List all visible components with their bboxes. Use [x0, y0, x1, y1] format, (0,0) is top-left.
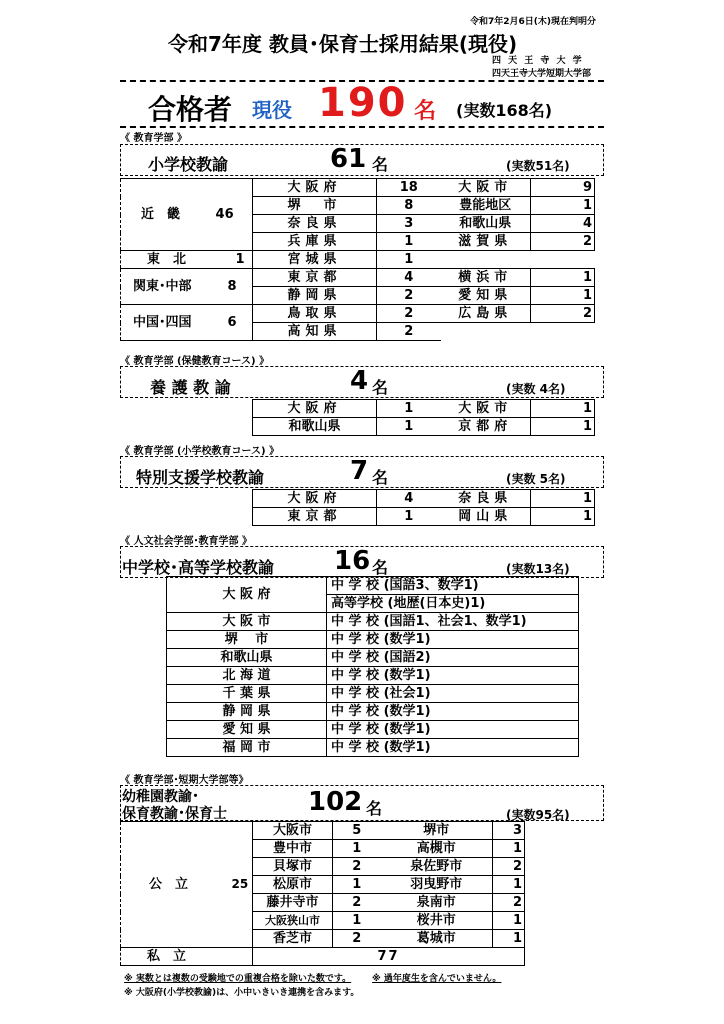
count-cell: 1	[377, 400, 441, 418]
pref-cell: 和歌山県	[253, 418, 377, 436]
jissu-special: (実数 5名)	[506, 472, 566, 486]
jissu-elementary: (実数51名)	[506, 159, 570, 173]
count-cell: 1	[531, 490, 595, 508]
pref-cell: 愛知県	[441, 287, 531, 305]
table-row	[167, 739, 579, 757]
unit-kindergarten: 名	[366, 799, 383, 818]
count-cell: 1	[531, 287, 595, 305]
pref-cell: 奈良県	[441, 490, 531, 508]
private-cell	[121, 948, 253, 966]
city-cell: 藤井寺市	[253, 894, 333, 912]
region-total: 8	[227, 279, 237, 294]
header-divider-bottom	[120, 126, 604, 128]
pref-cell: 静 岡 県	[167, 703, 327, 721]
pref-cell: 岡山県	[441, 508, 531, 526]
table-row	[253, 490, 595, 508]
count-cell: 1	[493, 912, 525, 930]
pref-cell: 和歌山県	[167, 649, 327, 667]
count-cell: 1	[531, 197, 595, 215]
count-cell: 2	[333, 858, 381, 876]
table-row	[253, 400, 595, 418]
city-cell: 貝塚市	[253, 858, 333, 876]
unit-secondary: 名	[372, 558, 389, 577]
category-secondary: 中学校･高等学校教諭	[122, 558, 275, 577]
pref-cell: 広島県	[441, 305, 531, 323]
count-cell: 5	[333, 822, 381, 840]
city-cell: 桜井市	[381, 912, 493, 930]
public-cell	[121, 822, 253, 948]
count-cell: 1	[531, 418, 595, 436]
table-row	[253, 418, 595, 436]
count-cell: 2	[531, 233, 595, 251]
table-row	[121, 269, 595, 287]
table-row	[167, 667, 579, 685]
table-row	[121, 948, 525, 966]
pref-cell: 堺 市	[253, 197, 377, 215]
pref-cell: 北 海 道	[167, 667, 327, 685]
pref-cell: 高知県	[253, 323, 377, 341]
table-row	[121, 305, 595, 323]
count-cell: 2	[377, 287, 441, 305]
city-cell: 豊中市	[253, 840, 333, 858]
count-cell: 1	[333, 876, 381, 894]
count-cell: 1	[531, 400, 595, 418]
pref-cell: 和歌山県	[441, 215, 531, 233]
count-cell: 2	[377, 323, 441, 341]
pref-cell: 大阪府	[253, 400, 377, 418]
count-cell: 1	[377, 418, 441, 436]
count-kindergarten: 102	[308, 787, 363, 817]
pref-cell: 福 岡 市	[167, 739, 327, 757]
count-cell: 1	[333, 912, 381, 930]
city-cell: 香芝市	[253, 930, 333, 948]
footnote-jissu: ※ 実数とは複数の受験地での重複合格を除いた数です。	[124, 974, 352, 984]
empty-cell	[441, 251, 595, 269]
table-row	[167, 631, 579, 649]
city-cell: 大阪狭山市	[253, 912, 333, 930]
table-row	[121, 179, 595, 197]
jissu-kindergarten: (実数95名)	[506, 808, 570, 822]
count-cell: 1	[377, 508, 441, 526]
kindergarten-table	[120, 821, 525, 966]
pref-cell: 千 葉 県	[167, 685, 327, 703]
table-row	[167, 649, 579, 667]
region-label: 関東･中部	[133, 279, 192, 294]
faculty-label-education: 《 教育学部 》	[120, 133, 187, 144]
jissu-secondary: (実数13名)	[506, 562, 570, 576]
pref-cell: 横浜市	[441, 269, 531, 287]
count-cell: 1	[377, 251, 441, 269]
table-row	[121, 251, 595, 269]
count-cell: 2	[493, 858, 525, 876]
detail-cell: 中 学 校 (国語3、数学1)	[327, 577, 579, 595]
count-cell: 1	[531, 508, 595, 526]
city-cell: 堺市	[381, 822, 493, 840]
summary-unit: 名	[414, 99, 437, 124]
table-row	[167, 613, 579, 631]
region-tohoku	[121, 251, 253, 269]
elementary-table	[120, 178, 595, 341]
region-label: 近 畿	[141, 207, 181, 222]
city-cell: 高槻市	[381, 840, 493, 858]
pref-cell: 東京都	[253, 269, 377, 287]
pref-cell: 大阪府	[253, 179, 377, 197]
table-row	[167, 577, 579, 595]
count-cell: 1	[377, 233, 441, 251]
count-yogo: 4	[350, 366, 369, 396]
count-cell: 4	[531, 215, 595, 233]
summary-genyaku: 現役	[252, 98, 292, 122]
university-name: 四 天 王 寺 大 学	[492, 56, 584, 66]
public-total: 25	[231, 877, 249, 891]
city-cell: 泉佐野市	[381, 858, 493, 876]
faculty-label-junior-college: 《 教育学部･短期大学部等》	[120, 775, 249, 786]
pref-cell: 東京都	[253, 508, 377, 526]
detail-cell: 中 学 校 (国語2)	[327, 649, 579, 667]
table-row	[167, 721, 579, 739]
private-total: 77	[253, 948, 525, 966]
pref-cell: 兵庫県	[253, 233, 377, 251]
count-cell: 8	[377, 197, 441, 215]
detail-cell: 高等学校 (地歴(日本史)1)	[327, 595, 579, 613]
pref-cell: 静岡県	[253, 287, 377, 305]
summary-count: 190	[318, 80, 408, 126]
pref-cell: 大 阪 府	[167, 577, 327, 613]
pref-cell: 大阪市	[441, 179, 531, 197]
count-cell: 1	[493, 930, 525, 948]
city-cell: 葛城市	[381, 930, 493, 948]
count-cell: 3	[493, 822, 525, 840]
faculty-label-humanities: 《 人文社会学部･教育学部 》	[120, 536, 252, 547]
region-kinki	[121, 179, 253, 251]
category-elementary: 小学校教諭	[148, 155, 229, 174]
count-cell: 2	[333, 894, 381, 912]
region-total: 46	[215, 207, 234, 222]
city-cell: 羽曳野市	[381, 876, 493, 894]
table-row	[253, 508, 595, 526]
detail-cell: 中 学 校 (数学1)	[327, 721, 579, 739]
pref-cell: 愛 知 県	[167, 721, 327, 739]
private-label: 私 立	[147, 949, 187, 964]
pref-cell: 豊能地区	[441, 197, 531, 215]
detail-cell: 中 学 校 (国語1、社会1、数学1)	[327, 613, 579, 631]
faculty-label-elementary-course: 《 教育学部 (小学校教育コース) 》	[120, 446, 280, 457]
detail-cell: 中 学 校 (社会1)	[327, 685, 579, 703]
count-cell: 1	[493, 876, 525, 894]
footnote-past-students: ※ 過年度生を含んでいません。	[372, 974, 502, 984]
count-cell: 3	[377, 215, 441, 233]
detail-cell: 中 学 校 (数学1)	[327, 631, 579, 649]
count-elementary: 61	[330, 144, 367, 174]
count-cell: 2	[493, 894, 525, 912]
count-cell: 4	[377, 269, 441, 287]
pref-cell: 奈良県	[253, 215, 377, 233]
city-cell: 大阪市	[253, 822, 333, 840]
city-cell: 松原市	[253, 876, 333, 894]
region-kanto-chubu	[121, 269, 253, 305]
count-cell: 9	[531, 179, 595, 197]
region-total: 1	[235, 252, 245, 267]
table-row	[167, 703, 579, 721]
junior-college-name: 四天王寺大学短期大学部	[492, 69, 592, 79]
count-cell: 1	[333, 840, 381, 858]
count-cell: 1	[493, 840, 525, 858]
empty-cell	[441, 323, 595, 341]
count-cell: 2	[531, 305, 595, 323]
count-cell: 18	[377, 179, 441, 197]
count-cell: 2	[377, 305, 441, 323]
count-cell: 1	[531, 269, 595, 287]
unit-yogo: 名	[372, 378, 389, 397]
pref-cell: 宮城県	[253, 251, 377, 269]
detail-cell: 中 学 校 (数学1)	[327, 667, 579, 685]
category-kindergarten-line1: 幼稚園教諭･	[122, 789, 199, 805]
footnote-osaka-renkei: ※ 大阪府(小学校教諭)は、小中いきいき連携を含みます。	[124, 988, 360, 998]
special-table	[252, 489, 595, 526]
count-secondary: 16	[334, 546, 371, 576]
table-row	[167, 685, 579, 703]
region-label: 中国･四国	[133, 315, 192, 330]
yogo-table	[252, 399, 595, 436]
pref-cell: 大 阪 市	[167, 613, 327, 631]
summary-jissu: (実数168名)	[456, 101, 553, 120]
page-title: 令和7年度 教員･保育士採用結果(現役)	[168, 32, 518, 56]
pref-cell: 堺 市	[167, 631, 327, 649]
date-note: 令和7年2月6日(木)現在判明分	[470, 17, 597, 27]
pref-cell: 京都府	[441, 418, 531, 436]
secondary-table	[166, 576, 579, 757]
unit-elementary: 名	[372, 155, 389, 174]
city-cell: 泉南市	[381, 894, 493, 912]
region-label: 東 北	[147, 252, 187, 267]
unit-special: 名	[372, 468, 389, 487]
region-total: 6	[227, 315, 237, 330]
category-kindergarten-line2: 保育教諭･保育士	[122, 806, 227, 822]
public-label: 公 立	[149, 877, 189, 892]
pref-cell: 大阪市	[441, 400, 531, 418]
pref-cell: 大阪府	[253, 490, 377, 508]
summary-label: 合格者	[148, 93, 233, 126]
table-row	[121, 822, 525, 840]
category-special: 特別支援学校教諭	[136, 468, 265, 487]
count-special: 7	[350, 456, 369, 486]
detail-cell: 中 学 校 (数学1)	[327, 703, 579, 721]
pref-cell: 滋賀県	[441, 233, 531, 251]
detail-cell: 中 学 校 (数学1)	[327, 739, 579, 757]
category-yogo: 養 護 教 諭	[150, 378, 231, 397]
faculty-label-health: 《 教育学部 (保健教育コース) 》	[120, 356, 270, 367]
pref-cell: 鳥取県	[253, 305, 377, 323]
count-cell: 2	[333, 930, 381, 948]
jissu-yogo: (実数 4名)	[506, 382, 566, 396]
count-cell: 4	[377, 490, 441, 508]
region-chugoku-shikoku	[121, 305, 253, 341]
